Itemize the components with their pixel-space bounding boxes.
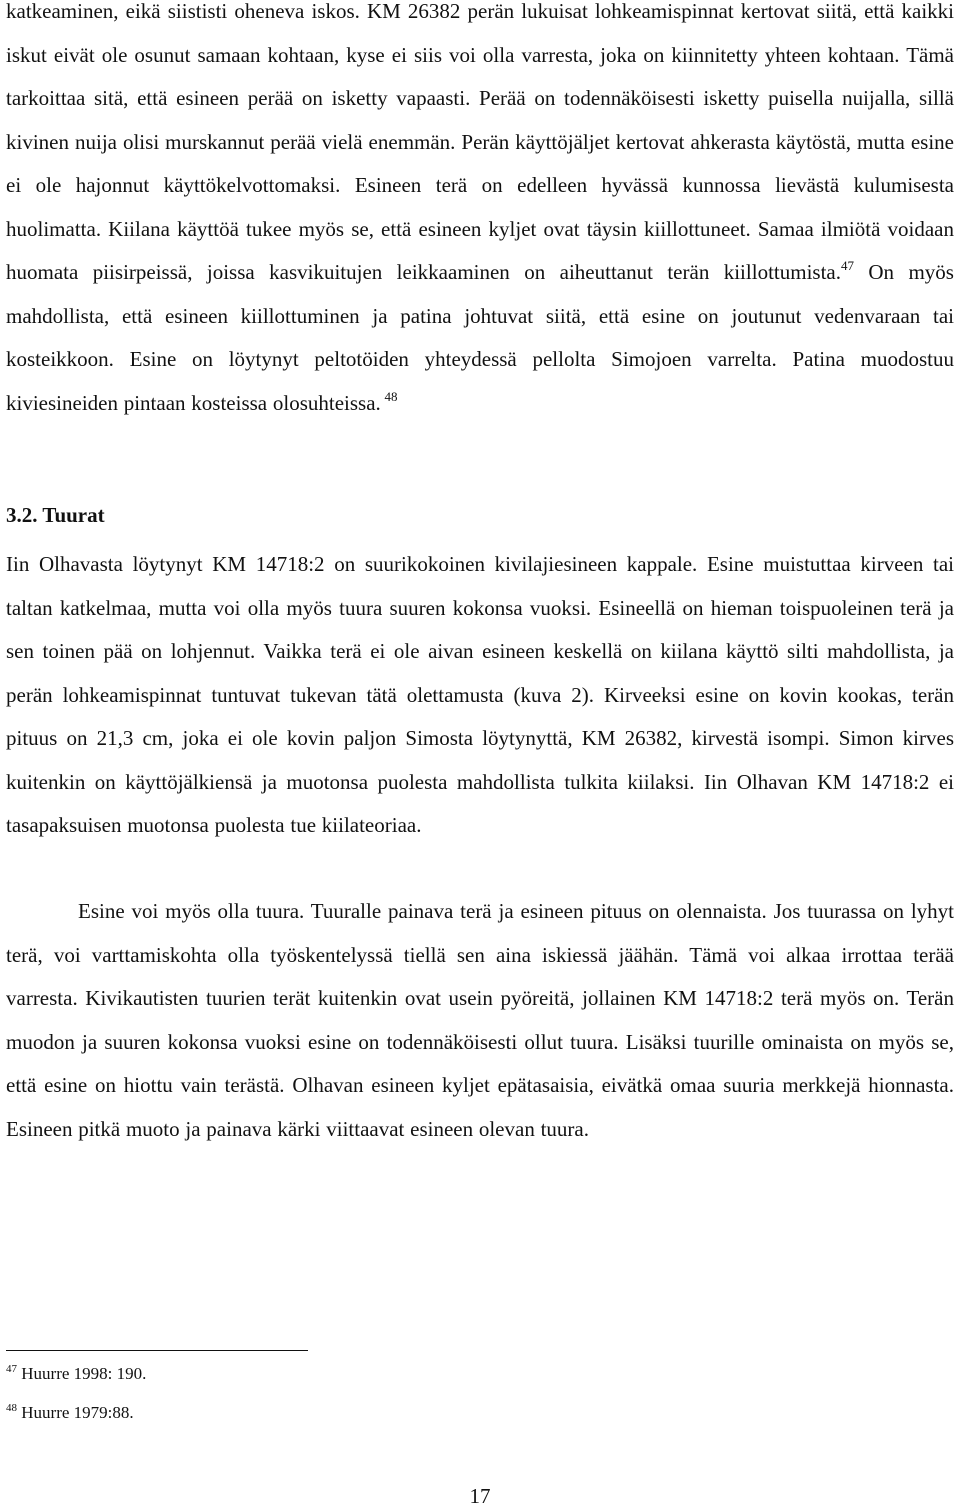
- footnote-number: 48: [6, 1402, 17, 1414]
- page-number: 17: [469, 1484, 491, 1508]
- footnote-reference-47[interactable]: 47: [840, 258, 854, 273]
- footnote-48: [6, 1402, 134, 1424]
- footnote-text: Huurre 1998: 190.: [17, 1364, 147, 1383]
- footnote-text: Huurre 1979:88.: [17, 1403, 134, 1422]
- section-heading: 3.2. Tuurat: [6, 503, 105, 527]
- footnote-reference-48[interactable]: 48: [380, 388, 398, 404]
- body-paragraph-2: Iin Olhavasta löytynyt KM 14718:2 on suurikokoinen kivilajiesineen kappale. Esine muistuttaa kirveen tai taltan katkelmaa, mutta voi olla myös tuura suuren kokonsa vuoksi. Esineellä on hieman toispuoleinen terä ja sen toinen pää on lohjennut. Vaikka terä ei ole aivan esineen keskellä on kiilana käyttö silti mahdollista, ja perän lohkeamispinnat tuntuvat tukevan tätä olettamusta (kuva 2). Kirveeksi esine on kovin kookas, terän pituus on 21,3 cm, joka ei ole kovin paljon Simosta löytynyttä, KM 26382, kirvestä isompi. Simon kirves kuitenkin on käyttöjälkiensä ja muotonsa puolesta mahdollista tulkita kiilaksi. Iin Olhavan KM 14718:2 ei tasapaksuisen muotonsa puolesta tue kiilateoriaa.: [6, 552, 954, 837]
- paragraph-text: katkeaminen, eikä siististi oheneva iskos. KM 26382 perän lukuisat lohkeamispinnat kertovat siitä, että kaikki iskut eivät ole osunut samaan kohtaan, kyse ei siis voi olla varresta, joka on kiinnitetty yhteen kohtaan. Tämä tarkoittaa sitä, että esineen perää on isketty vapaasti. Perää on todennäköisesti isketty puisella nuijalla, sillä kivinen nuija olisi murskannut perää vielä enemmän. Perän käyttöjäljet kertovat ahkerasta käytöstä, mutta esine ei ole hajonnut käyttökelvottomaksi. Esineen terä on edelleen hyvässä kunnossa lievästä kulumisesta huolimatta. Kiilana käyttöä tukee myös se, että esineen kyljet ovat täysin kiillottuneet. Samaa ilmiötä voidaan huomata piisirpeissä, joissa kasvikuitujen leikkaaminen on aiheuttanut terän kiillottumista.: [6, 0, 954, 284]
- footnote-47: [6, 1363, 146, 1385]
- footnote-separator: [6, 1350, 308, 1351]
- footnote-number: 47: [6, 1363, 17, 1375]
- paragraph-text: On myös mahdollista, että esineen kiillottuminen ja patina johtuvat siitä, että esine on joutunut vedenvaraan tai kosteikkoon. Esine on löytynyt peltotöiden yhteydessä pellolta Simojoen varrelta. Patina muodostuu kiviesineiden pintaan kosteissa olosuhteissa.: [6, 260, 954, 415]
- body-paragraph-1: [6, 0, 954, 425]
- body-paragraph-3: Esine voi myös olla tuura. Tuuralle painava terä ja esineen pituus on olennaista. Jos tuurassa on lyhyt terä, voi varttamiskohta olla työskentelyssä tiellä sen aina iskiessä jäähän. Tämä voi alkaa irrottaa terää varresta. Kivikautisten tuurien terät kuitenkin ovat usein pyöreitä, jollainen KM 14718:2 terä myös on. Terän muodon ja suuren kokonsa vuoksi esine on todennäköisesti ollut tuura. Lisäksi tuurille ominaista on myös se, että esine on hiottu vain terästä. Olhavan esineen kyljet epätasaisia, eivätkä omaa suuria merkkejä hionnasta. Esineen pitkä muoto ja painava kärki viittaavat esineen olevan tuura.: [6, 899, 954, 1141]
